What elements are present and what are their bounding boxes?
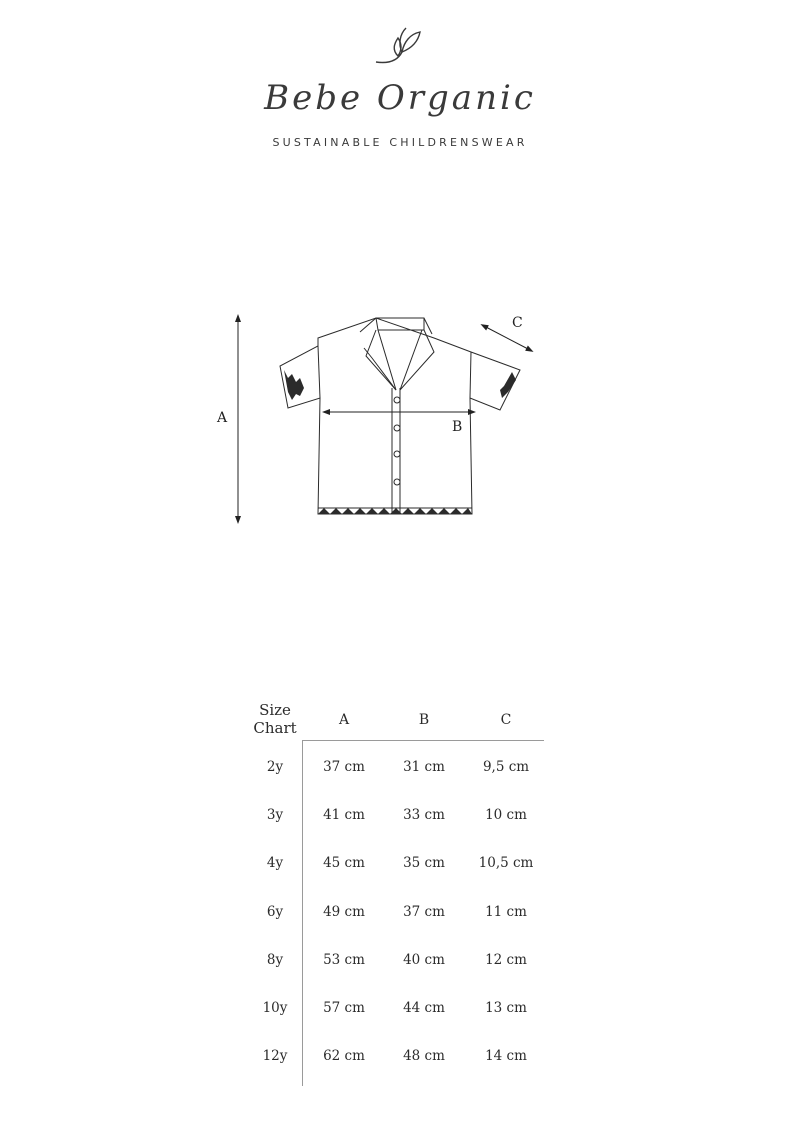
dimension-label-a: A [217,410,228,426]
measure-b-cell: 48 cm [403,1048,445,1064]
brand-name: Bebe Organic [264,78,536,118]
column-header-c: C [500,712,512,728]
measure-c-cell: 13 cm [485,1000,527,1016]
table-row [240,952,550,974]
table-row [240,855,550,877]
measure-a-cell: 62 cm [323,1048,365,1064]
dimension-label-b: B [452,419,463,435]
measure-c-cell: 11 cm [485,904,527,920]
size-cell: 8y [266,952,284,968]
measure-b-cell: 37 cm [403,904,445,920]
size-cell: 2y [266,759,284,775]
dimension-label-c: C [512,315,523,331]
table-row [240,759,550,781]
measure-c-cell: 14 cm [485,1048,527,1064]
size-cell: 12y [262,1048,288,1064]
measure-a-cell: 37 cm [323,759,365,775]
size-chart-table [240,700,550,1090]
measure-b-cell: 33 cm [403,807,445,823]
measure-b-cell: 40 cm [403,952,445,968]
shirt-diagram [200,300,560,540]
table-row [240,807,550,829]
column-header-a: A [338,712,350,728]
measure-c-cell: 9,5 cm [482,759,530,775]
measure-b-cell: 31 cm [403,759,445,775]
measure-a-cell: 45 cm [323,855,365,871]
measure-c-cell: 10,5 cm [478,855,534,871]
measure-c-cell: 10 cm [485,807,527,823]
measure-b-cell: 44 cm [403,1000,445,1016]
table-row [240,1000,550,1022]
header-divider [302,740,544,741]
size-cell: 3y [266,807,284,823]
leaf-sprig-icon [368,16,432,68]
size-chart-title [240,701,310,737]
measure-a-cell: 57 cm [323,1000,365,1016]
size-chart-title-line1: Size [259,701,291,719]
size-cell: 4y [266,855,284,871]
table-row [240,1048,550,1070]
measure-b-cell: 35 cm [403,855,445,871]
measure-a-cell: 53 cm [323,952,365,968]
size-cell: 6y [266,904,284,920]
brand-tagline: SUSTAINABLE CHILDRENSWEAR [272,136,528,149]
size-chart-title-line2: Chart [253,719,297,737]
measure-c-cell: 12 cm [485,952,527,968]
measure-a-cell: 49 cm [323,904,365,920]
size-cell: 10y [262,1000,288,1016]
table-row [240,904,550,926]
column-header-b: B [418,712,430,728]
measure-a-cell: 41 cm [323,807,365,823]
